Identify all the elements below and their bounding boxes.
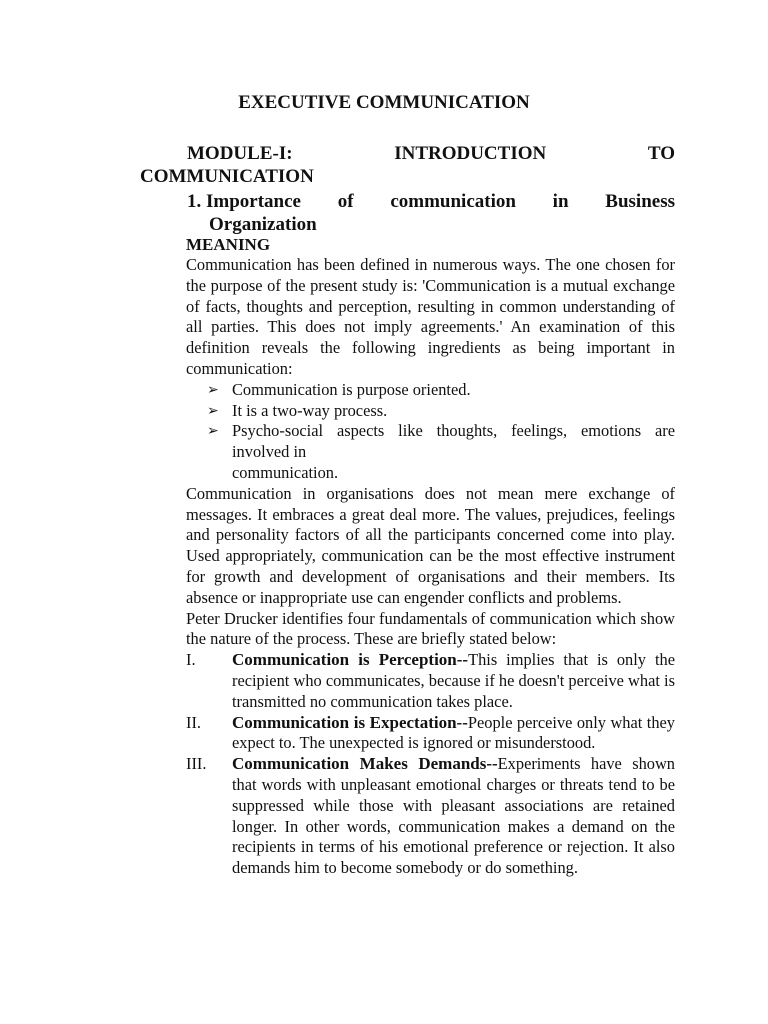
arrow-bullet-icon: ➢ — [207, 381, 219, 398]
section-word-2: of — [337, 191, 354, 212]
module-label: MODULE-I: — [187, 143, 293, 164]
section-word-4: in — [552, 191, 569, 212]
fundamental-text: This implies that is only the recipient who communicates, because if he doesn't perceive what is transmitted no communication takes place. — [232, 650, 675, 711]
fundamentals-list — [186, 650, 675, 879]
list-item — [207, 401, 675, 422]
ingredients-list — [186, 380, 675, 463]
meaning-heading: MEANING — [186, 235, 271, 254]
drucker-paragraph: Peter Drucker identifies four fundamentals of communication which show the nature of the process. These are briefly stated below: — [186, 608, 675, 649]
list-item-text: It is a two-way process. — [232, 400, 388, 420]
section-word-3: communication — [390, 191, 516, 212]
fundamental-number: II. — [186, 712, 202, 732]
document-title: EXECUTIVE COMMUNICATION — [238, 92, 530, 113]
list-item-text: Psycho-social aspects like thoughts, feelings, emotions are involved in — [232, 421, 675, 462]
fundamental-term: Communication is Expectation-- — [232, 712, 468, 732]
arrow-bullet-icon: ➢ — [207, 423, 219, 440]
fundamental-item — [186, 650, 675, 712]
definition-paragraph: Communication has been defined in numerous ways. The one chosen for the purpose of the present study is: 'Communication is a mutual exchange of facts, thoughts and perception, resulting in common understanding of all parties. This does not imply agreements.' An examination of this definition reveals the following ingredients as being important in communication: — [186, 255, 675, 378]
module-word-to: TO — [647, 143, 675, 164]
body-content — [186, 235, 675, 879]
module-heading — [140, 142, 675, 188]
fundamental-term: Communication Makes Demands-- — [232, 754, 498, 774]
module-heading-line-1 — [140, 142, 675, 165]
arrow-bullet-icon: ➢ — [207, 402, 219, 419]
fundamental-item — [186, 754, 675, 879]
section-word-1: 1. Importance — [187, 191, 301, 212]
list-item-text: Communication is purpose oriented. — [232, 379, 471, 399]
fundamental-item — [186, 713, 675, 755]
list-item-continuation: communication. — [232, 462, 339, 482]
section-heading-line-2: Organization — [209, 214, 317, 235]
section-heading-line-1 — [187, 190, 675, 213]
fundamental-number: I. — [186, 650, 196, 670]
module-heading-line-2: COMMUNICATION — [140, 166, 314, 187]
module-word-introduction: INTRODUCTION — [394, 143, 547, 164]
organisation-paragraph: Communication in organisations does not mean mere exchange of messages. It embraces a great deal more. The values, prejudices, feelings and personality factors of all the participants concerned come into play. Used appropriately, communication can be the most effective instrument for growth and development of organisations and their members. Its absence or inappropriate use can engender conflicts and problems. — [186, 483, 675, 607]
list-item — [207, 421, 675, 463]
list-item — [207, 380, 675, 401]
fundamental-term: Communication is Perception-- — [232, 650, 469, 670]
fundamental-number: III. — [186, 754, 207, 774]
fundamental-text: Experiments have shown that words with unpleasant emotional charges or threats tend to be suppressed while those with pleasant associations are retained longer. In other words, communication makes a demand on the recipients in terms of his emotional preference or rejection. It also demands him to become somebody or do something. — [232, 754, 676, 878]
section-heading — [187, 190, 675, 236]
section-word-5: Business — [605, 191, 675, 212]
fundamental-text: People perceive only what they expect to. The unexpected is ignored or misunderstood. — [232, 712, 675, 753]
